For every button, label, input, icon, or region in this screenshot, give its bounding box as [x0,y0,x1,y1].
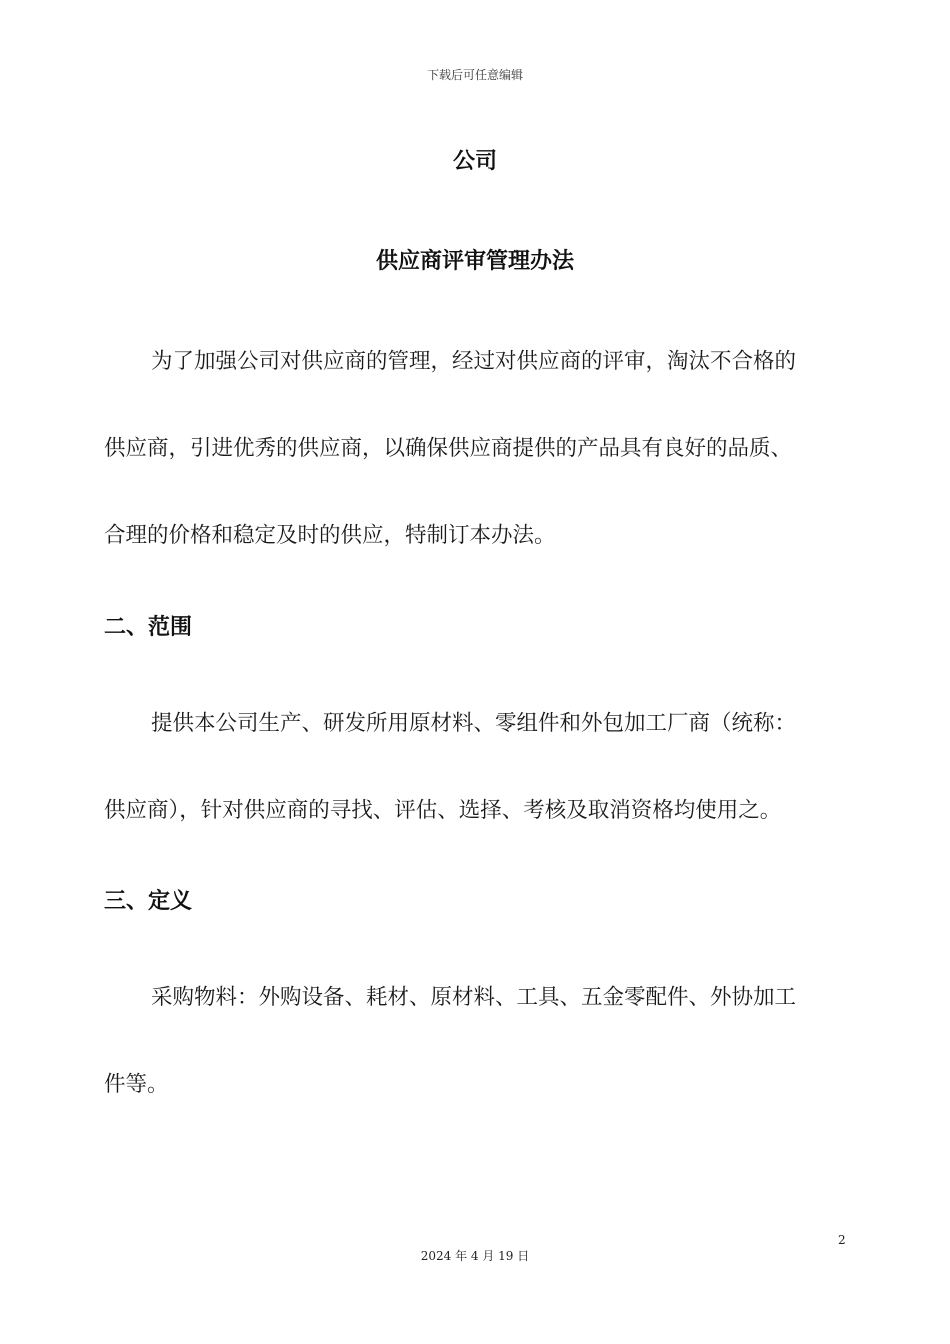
company-title: 公司 [452,149,497,174]
section-heading-scope: 二、范围 [104,615,193,640]
section-heading-definition: 三、定义 [104,889,193,914]
page-header: 下载后可任意编辑 [426,68,523,82]
paragraph-line: 供应商），针对供应商的寻找、评估、选择、考核及取消资格均使用之。 [104,798,782,823]
paragraph-line: 合理的价格和稳定及时的供应，特制订本办法。 [104,523,556,548]
page-number: 2 [838,1233,846,1247]
paragraph-line: 采购物料：外购设备、耗材、原材料、工具、五金零配件、外协加工 [151,985,797,1010]
paragraph-line: 提供本公司生产、研发所用原材料、零组件和外包加工厂商（统称： [151,711,797,736]
paragraph-line: 供应商，引进优秀的供应商，以确保供应商提供的产品具有良好的品质、 [104,436,793,461]
footer-date: 2024 年 4 月 19 日 [420,1249,530,1263]
document-title: 供应商评审管理办法 [375,249,574,274]
paragraph-line: 件等。 [104,1072,169,1097]
paragraph-line: 为了加强公司对供应商的管理，经过对供应商的评审，淘汰不合格的 [151,349,797,374]
